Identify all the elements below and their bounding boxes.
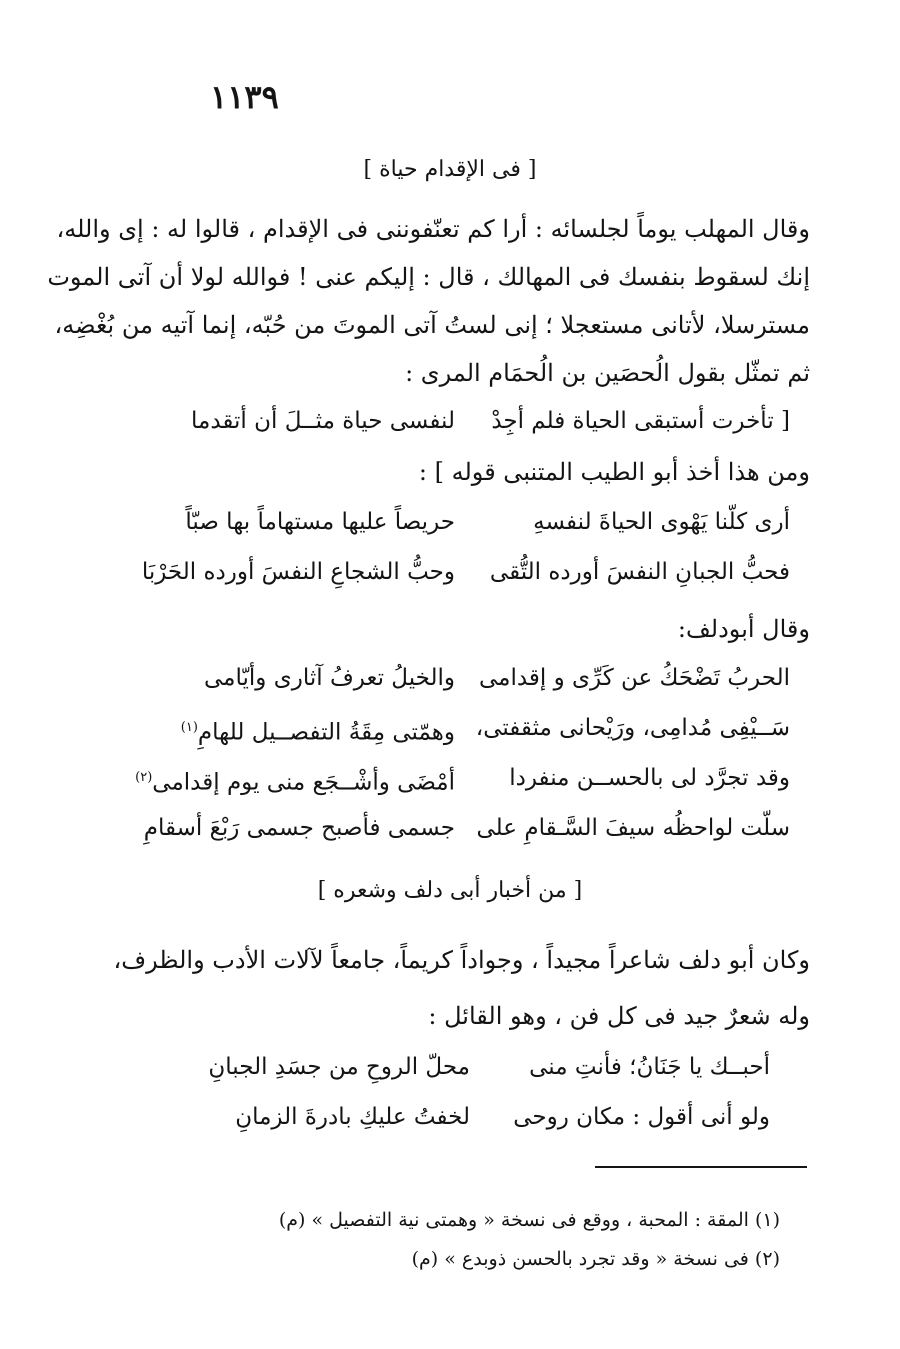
verse-hemistich-second: حريصاً عليها مستهاماً بها صبّاً bbox=[185, 509, 455, 535]
verse-hemistich-second: وحبُّ الشجاعِ النفسَ أورده الحَرْبَا bbox=[141, 559, 455, 585]
verse-hemistich-first: سلّت لواحظُه سيفَ السَّـقامِ على bbox=[476, 815, 790, 841]
verse-hemistich-second bbox=[155, 711, 455, 750]
footnote: (٢) فى نسخة « وقد تجرد بالحسن ذوبدع » (م) bbox=[411, 1248, 780, 1270]
footnote-separator bbox=[595, 1166, 807, 1168]
verse-text: وهمّتى مِقَةُ التفصــيل للهامِ bbox=[197, 719, 455, 746]
verse-hemistich-second: لخفتُ عليكِ بادرةَ الزمانِ bbox=[235, 1104, 470, 1130]
page-number: ١١٣٩ bbox=[210, 78, 279, 116]
verse-hemistich-second: لنفسى حياة مثــلَ أن أتقدما bbox=[191, 408, 455, 434]
footnote-reference[interactable]: (٢) bbox=[135, 770, 153, 785]
verse-text: جسمى فأصبح جسمى رَبْعَ أسقامِ bbox=[143, 815, 455, 841]
prose-line: وله شعرٌ جيد فى كل فن ، وهو القائل : bbox=[428, 1002, 810, 1030]
prose-line: وقال أبودلف: bbox=[677, 615, 810, 643]
verse-hemistich-first: فحبُّ الجبانِ النفسَ أورده التُّقى bbox=[489, 559, 790, 585]
verse-text: أمْضَى وأشْــجَع منى يوم إقدامى bbox=[152, 769, 455, 796]
verse-hemistich-second: محلّ الروحِ من جسَدِ الجبانِ bbox=[208, 1054, 470, 1080]
verse-hemistich-second bbox=[135, 761, 455, 800]
section-heading: [ من أخبار أبى دلف وشعره ] bbox=[317, 878, 583, 903]
verse-hemistich-first: أحبــك يا جَنَانُ؛ فأنتِ منى bbox=[529, 1054, 770, 1080]
footnote: (١) المقة : المحبة ، ووقع فى نسخة « وهمتى نية التفصيل » (م) bbox=[278, 1209, 780, 1231]
verse-hemistich-first: وقد تجرَّد لى بالحســن منفردا bbox=[509, 765, 790, 791]
verse-hemistich-first: ولو أنى أقول : مكان روحى bbox=[513, 1104, 770, 1130]
verse-hemistich-first: الحربُ تَضْحَكُ عن كَرِّى و إقدامى bbox=[478, 665, 790, 691]
verse-hemistich-first: سَــيْفِى مُدامِى، ورَيْحانى مثقفتى، bbox=[475, 715, 790, 741]
prose-line: وقال المهلب يوماً لجلسائه : أرا كم تعنّفوننى فى الإقدام ، قالوا له : إى والله، bbox=[56, 215, 810, 243]
prose-line: ثم تمثّل بقول الُحصَين بن الُحمَام المرى : bbox=[405, 359, 810, 387]
verse-text: والخيلُ تعرفُ آثارى وأيّامى bbox=[204, 665, 455, 691]
prose-line: مسترسلا، لأتانى مستعجلا ؛ إنى لستُ آتى الموتَ من حُبّه، إنما آتيه من بُغْضِه، bbox=[54, 311, 810, 339]
prose-line: ومن هذا أخذ أبو الطيب المتنبى قوله ] : bbox=[418, 458, 810, 486]
verse-hemistich-first: [ تأخرت أستبقى الحياة فلم أجِدْ bbox=[491, 408, 790, 434]
verse-hemistich-second bbox=[143, 811, 455, 845]
verse-hemistich-second bbox=[155, 661, 455, 695]
prose-line: وكان أبو دلف شاعراً مجيداً ، وجواداً كريماً، جامعاً لآلات الأدب والظرف، bbox=[113, 946, 810, 974]
verse-hemistich-first: أرى كلّنا يَهْوى الحياةَ لنفسهِ bbox=[533, 509, 790, 535]
footnote-reference[interactable]: (١) bbox=[180, 720, 198, 735]
section-heading: [ فى الإقدام حياة ] bbox=[363, 157, 537, 182]
prose-line: إنك لسقوط بنفسك فى المهالك ، قال : إليكم عنى ! فوالله لولا أن آتى الموت bbox=[47, 263, 810, 291]
